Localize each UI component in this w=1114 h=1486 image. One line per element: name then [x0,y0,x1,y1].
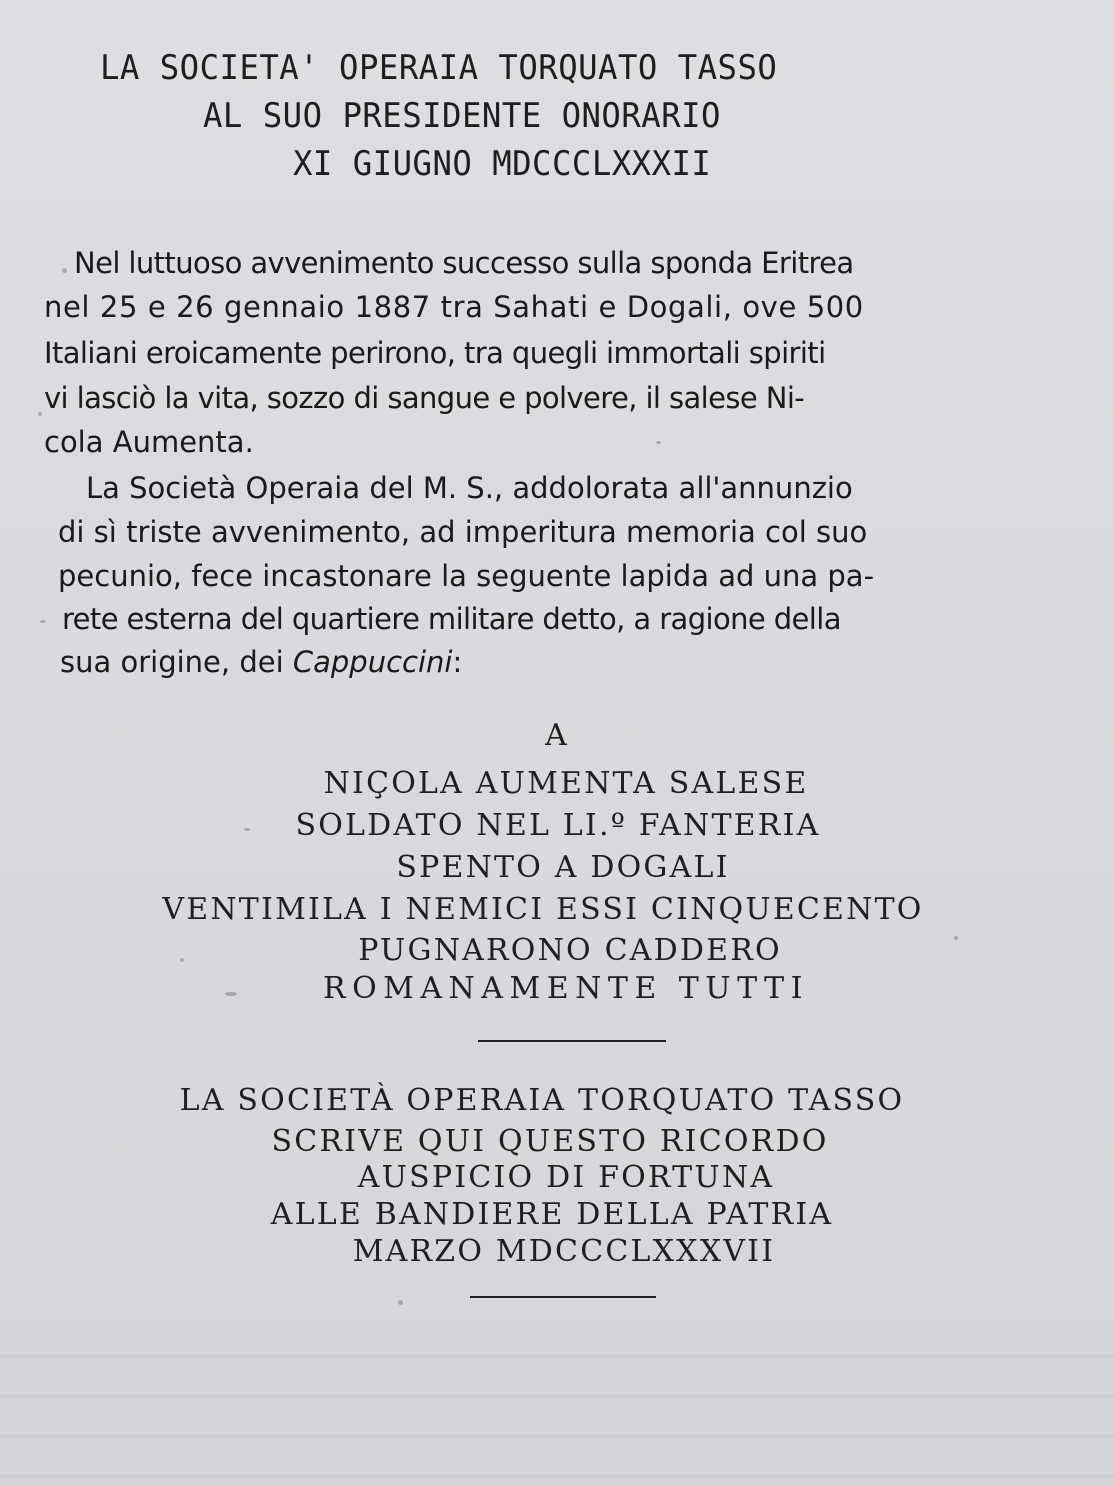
bleed-through-texture [0,1320,1114,1486]
scan-speck [244,828,250,831]
paragraph-1-line-4: vi lasciò la vita, sozzo di sangue e polvere, il salese Ni- [44,381,805,415]
closing-line-1: LA SOCIETÀ OPERAIA TORQUATO TASSO [179,1083,905,1118]
scan-speck [180,958,184,962]
scan-speck [656,441,661,444]
epigraph-line-5: PUGNARONO CADDERO [358,933,782,968]
paragraph-2-line-5-prefix: sua origine, dei [60,645,293,679]
epigraph-line-6: ROMANAMENTE TUTTI [322,971,810,1006]
scan-speck [40,620,46,623]
paragraph-2-line-5 [60,645,462,679]
scan-speck [398,1300,403,1305]
closing-line-3: AUSPICIO DI FORTUNA [357,1160,775,1195]
epigraph-line-1: NIÇOLA AUMENTA SALESE [323,766,809,801]
scan-speck [954,936,958,940]
paragraph-2-line-1: La Società Operaia del M. S., addolorata all'annunzio [86,471,853,505]
paragraph-1-line-2: nel 25 e 26 gennaio 1887 tra Sahati e Dogali, ove 500 [44,290,864,324]
paragraph-1-line-1: Nel luttuoso avvenimento successo sulla sponda Eritrea [74,246,854,280]
cappuccini-italic: Cappuccini [292,645,453,679]
closing-line-4: ALLE BANDIERE DELLA PATRIA [270,1197,834,1232]
paragraph-1-line-5: cola Aumenta. [44,425,254,459]
paragraph-2-line-3: pecunio, fece incastonare la seguente lapida ad una pa- [58,559,875,593]
epigraph-line-4: VENTIMILA I NEMICI ESSI CINQUECENTO [162,892,924,927]
epigraph-line-3: SPENTO A DOGALI [396,850,730,885]
header-line-3: XI GIUGNO MDCCCLXXXII [293,144,712,184]
divider-rule-2 [470,1296,656,1298]
scan-speck [225,992,237,996]
closing-line-5: MARZO MDCCCLXXXVII [352,1234,776,1269]
epigraph-dedication: A [545,718,569,753]
scan-speck [38,412,42,416]
epigraph-line-2: SOLDATO NEL LI.º FANTERIA [295,808,821,843]
paragraph-2-line-2: di sì triste avvenimento, ad imperitura memoria col suo [58,515,868,549]
paragraph-2-line-4: rete esterna del quartiere militare detto, a ragione della [62,602,841,636]
scan-speck [62,268,67,273]
paragraph-1-line-3: Italiani eroicamente perirono, tra quegli immortali spiriti [44,336,826,370]
header-line-1: LA SOCIETA' OPERAIA TORQUATO TASSO [100,48,778,88]
divider-rule-1 [478,1040,666,1042]
paragraph-2-line-5-suffix: : [452,645,463,679]
header-line-2: AL SUO PRESIDENTE ONORARIO [203,96,721,136]
closing-line-2: SCRIVE QUI QUESTO RICORDO [271,1124,829,1159]
